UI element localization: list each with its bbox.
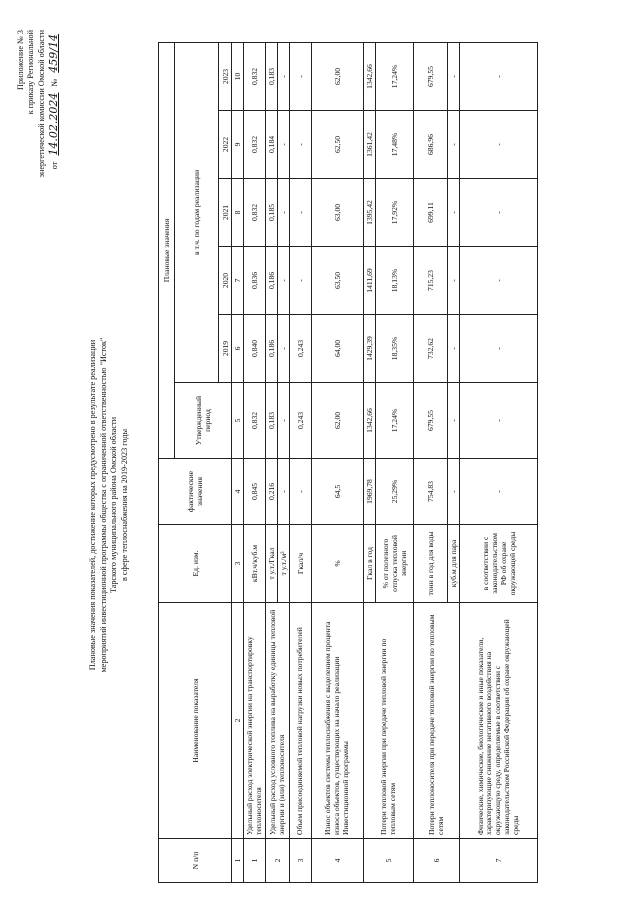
- year-cell: 1395,42: [364, 179, 376, 247]
- year-cell: 17,24%: [376, 43, 414, 111]
- column-number: 4: [232, 459, 244, 525]
- year-cell: -: [460, 43, 538, 111]
- unit-cell: Гкал в год: [364, 525, 376, 603]
- fact-cell: 0,845: [244, 459, 266, 525]
- year-cell: -: [460, 247, 538, 315]
- year-cell: 0,185: [266, 179, 278, 247]
- row-number: 2: [266, 839, 290, 883]
- column-number-row: [232, 43, 244, 883]
- approved-cell: 0,183: [266, 383, 278, 459]
- year-cell: -: [290, 43, 312, 111]
- unit-cell: куб.м для пара: [448, 525, 460, 603]
- year-cell: -: [448, 43, 460, 111]
- approved-cell: 0,832: [244, 383, 266, 459]
- year-cell: 63,50: [312, 247, 364, 315]
- unit-cell: Гкал/ч: [290, 525, 312, 603]
- handwritten-date: 14.02.2024: [46, 92, 60, 156]
- header-year: 2023: [219, 43, 232, 111]
- annex-date-number: [47, 30, 61, 290]
- fact-cell: -: [460, 459, 538, 525]
- row-number: 7: [460, 839, 538, 883]
- title-line-3: Тарского муниципального района Омской области: [109, 416, 119, 594]
- year-cell: -: [278, 43, 290, 111]
- approved-cell: 17,24%: [376, 383, 414, 459]
- year-cell: 62,00: [312, 43, 364, 111]
- indicator-name: Потери теплоносителя при передаче тепловой энергии по тепловым сетям: [414, 603, 460, 839]
- year-cell: 18,13%: [376, 247, 414, 315]
- indicators-table: [158, 42, 538, 883]
- year-cell: 1411,69: [364, 247, 376, 315]
- header-year: 2020: [219, 247, 232, 315]
- year-cell: 17,48%: [376, 111, 414, 179]
- approved-cell: 679,55: [414, 383, 448, 459]
- fact-cell: 1969,78: [364, 459, 376, 525]
- year-cell: 0,836: [244, 247, 266, 315]
- header-planned: Плановые значения: [159, 43, 175, 459]
- unit-cell: тонн в год для воды: [414, 525, 448, 603]
- column-number: 6: [232, 315, 244, 383]
- year-cell: -: [278, 111, 290, 179]
- year-cell: 0,832: [244, 43, 266, 111]
- unit-cell: %: [312, 525, 364, 603]
- year-cell: -: [278, 247, 290, 315]
- year-cell: -: [460, 179, 538, 247]
- year-cell: -: [460, 315, 538, 383]
- column-number: 2: [232, 603, 244, 839]
- approved-cell: -: [448, 383, 460, 459]
- title-line-2: мероприятий инвестиционной программы общества с ограниченной ответственностью "Исток": [98, 337, 108, 673]
- column-number: 7: [232, 247, 244, 315]
- fact-cell: 0,216: [266, 459, 278, 525]
- year-cell: 1361,42: [364, 111, 376, 179]
- year-cell: 1429,39: [364, 315, 376, 383]
- unit-cell: в соответствии с законодательством РФ об охране окружающей среды: [460, 525, 538, 603]
- fact-cell: -: [290, 459, 312, 525]
- table-row: [244, 43, 266, 883]
- indicator-name: Потери тепловой энергии при передаче тепловой энергии по тепловым сетям: [364, 603, 414, 839]
- approved-cell: 1342,66: [364, 383, 376, 459]
- indicator-name: Износ объектов системы теплоснабжения с выделением процента износа объектов, существующих на начало реализации Инвестиционной программы: [312, 603, 364, 839]
- year-cell: -: [460, 111, 538, 179]
- annex-header: [16, 30, 61, 290]
- title-line-1: Плановые значения показателей, достижение которых предусмотрено в результате реализации: [88, 339, 97, 671]
- handwritten-number: 459/14: [46, 34, 60, 73]
- annex-line-2: к приказу Региональной: [26, 30, 36, 115]
- row-number: 1: [244, 839, 266, 883]
- year-cell: 699,11: [414, 179, 448, 247]
- column-number: 1: [232, 839, 244, 883]
- year-cell: -: [448, 179, 460, 247]
- column-number: 5: [232, 383, 244, 459]
- year-cell: 0,186: [266, 315, 278, 383]
- year-cell: 62,50: [312, 111, 364, 179]
- column-number: 9: [232, 111, 244, 179]
- column-number: 3: [232, 525, 244, 603]
- header-fact: фактические значения: [159, 459, 232, 525]
- year-cell: 0,183: [266, 43, 278, 111]
- header-name: Наименование показателя: [159, 603, 232, 839]
- header-year: 2021: [219, 179, 232, 247]
- column-number: 8: [232, 179, 244, 247]
- approved-cell: 62,00: [312, 383, 364, 459]
- row-number: 3: [290, 839, 312, 883]
- year-cell: -: [278, 315, 290, 383]
- year-cell: 732,62: [414, 315, 448, 383]
- table-row: [460, 43, 538, 883]
- fact-cell: 25,29%: [376, 459, 414, 525]
- table-row: [364, 43, 376, 883]
- table-row: [312, 43, 364, 883]
- year-cell: 679,55: [414, 43, 448, 111]
- year-cell: 0,184: [266, 111, 278, 179]
- year-cell: -: [448, 111, 460, 179]
- year-cell: 0,243: [290, 315, 312, 383]
- year-cell: 0,832: [244, 111, 266, 179]
- year-cell: 17,92%: [376, 179, 414, 247]
- year-cell: 18,35%: [376, 315, 414, 383]
- number-prefix: №: [49, 78, 59, 87]
- indicator-name: Объем присоединяемой тепловой нагрузки новых потребителей: [290, 603, 312, 839]
- unit-cell: кВт.ч/куб.м: [244, 525, 266, 603]
- year-cell: -: [290, 179, 312, 247]
- table-row: [266, 43, 278, 883]
- annex-line-3: энергетической комиссии Омской области: [36, 30, 46, 178]
- indicator-name: Удельный расход электрической энергии на транспортировку теплоносителя: [244, 603, 266, 839]
- approved-cell: -: [460, 383, 538, 459]
- row-number: 5: [364, 839, 414, 883]
- year-cell: 64,00: [312, 315, 364, 383]
- year-cell: 0,832: [244, 179, 266, 247]
- column-number: 10: [232, 43, 244, 111]
- year-cell: 715,23: [414, 247, 448, 315]
- header-num: N п/п: [159, 839, 232, 883]
- header-by-year: в т.ч. по годам реализации: [175, 43, 219, 383]
- fact-cell: 754,83: [414, 459, 448, 525]
- header-year: 2022: [219, 111, 232, 179]
- approved-cell: -: [278, 383, 290, 459]
- unit-cell: т у.т./Гкал: [266, 525, 278, 603]
- year-cell: -: [448, 247, 460, 315]
- row-number: 6: [414, 839, 460, 883]
- header-approved: Утвержденный период: [175, 383, 232, 459]
- unit-cell: т у.т./м³: [278, 525, 290, 603]
- row-number: 4: [312, 839, 364, 883]
- table-row: [290, 43, 312, 883]
- year-cell: 0,840: [244, 315, 266, 383]
- header-unit: Ед. изм.: [159, 525, 232, 603]
- header-year: 2019: [219, 315, 232, 383]
- year-cell: -: [448, 315, 460, 383]
- fact-cell: 64,5: [312, 459, 364, 525]
- year-cell: -: [278, 179, 290, 247]
- indicator-name: Физические, химические, биологические и иные показатели, характеризующие снижение негативного воздействия на окружающую среду, определяемые в соответствии с законодательством Российской Федерации об охране окружающей среды: [460, 603, 538, 839]
- year-cell: 686,96: [414, 111, 448, 179]
- annex-title: Приложение № 3: [16, 30, 25, 90]
- year-cell: 0,186: [266, 247, 278, 315]
- year-cell: -: [290, 247, 312, 315]
- year-cell: 1342,66: [364, 43, 376, 111]
- year-cell: -: [290, 111, 312, 179]
- unit-cell: % от полезного отпуска тепловой энергии: [376, 525, 414, 603]
- approved-cell: 0,243: [290, 383, 312, 459]
- indicator-name: Удельный расход условного топлива на выработку единицы тепловой энергии и (или) теплоносителя: [266, 603, 290, 839]
- fact-cell: -: [278, 459, 290, 525]
- document-title: [88, 245, 131, 765]
- year-cell: 63,00: [312, 179, 364, 247]
- date-prefix: от: [49, 161, 59, 170]
- table-row: [414, 43, 448, 883]
- fact-cell: -: [448, 459, 460, 525]
- title-line-4: в сфере теплоснабжения на 2019-2023 годы: [119, 429, 129, 581]
